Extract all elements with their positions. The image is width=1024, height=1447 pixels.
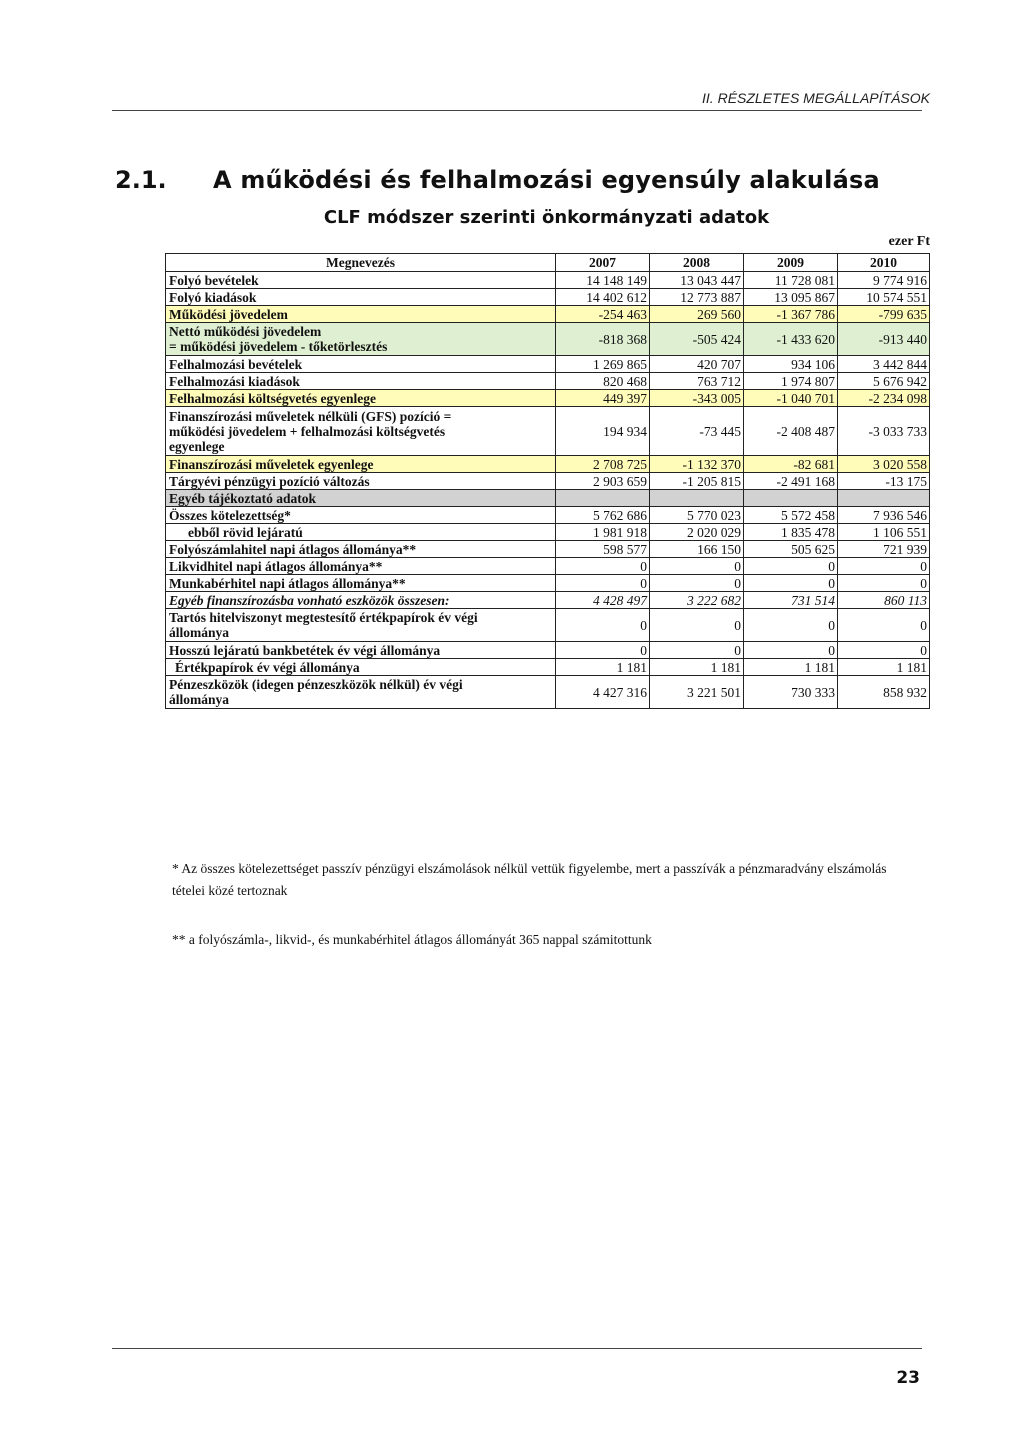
row-label: Folyó bevételek [166,272,556,289]
value-cell: 166 150 [650,541,744,558]
value-cell: 934 106 [744,356,838,373]
value-cell: -13 175 [838,473,930,490]
value-cell: 860 113 [838,592,930,609]
value-cell: -818 368 [556,323,650,356]
value-cell: 5 762 686 [556,507,650,524]
value-cell: 1 181 [744,659,838,676]
value-cell: 1 181 [556,659,650,676]
row-label: Nettó működési jövedelem = működési jövedelem - tőketörlesztés [166,323,556,356]
value-cell: 505 625 [744,541,838,558]
value-cell: 721 939 [838,541,930,558]
value-cell: -1 433 620 [744,323,838,356]
table-header-row [166,254,930,272]
value-cell: 3 222 682 [650,592,744,609]
row-label: Finanszírozási műveletek egyenlege [166,456,556,473]
value-cell: 3 442 844 [838,356,930,373]
value-cell: 0 [744,558,838,575]
value-cell: 1 974 807 [744,373,838,390]
value-cell: 2 903 659 [556,473,650,490]
value-cell: 731 514 [744,592,838,609]
value-cell: 1 981 918 [556,524,650,541]
value-cell: 1 181 [650,659,744,676]
table-row [166,592,930,609]
row-label: Értékpapírok év végi állománya [166,659,556,676]
table-row [166,575,930,592]
table-row [166,490,930,507]
value-cell: 420 707 [650,356,744,373]
row-label: Felhalmozási költségvetés egyenlege [166,390,556,407]
table-row [166,407,930,456]
row-label: Finanszírozási műveletek nélküli (GFS) pozíció = működési jövedelem + felhalmozási költségvetés egyenlege [166,407,556,456]
value-cell: 9 774 916 [838,272,930,289]
value-cell: 0 [556,642,650,659]
header-cell: 2007 [556,254,650,272]
footnote-1: * Az összes kötelezettséget passzív pénzügyi elszámolások nélkül vettük figyelembe, mert a passzívák a pénzmaradvány elszámolás tételei közé tertoznak [172,861,887,898]
footer-rule [112,1348,922,1349]
value-cell: 730 333 [744,676,838,709]
value-cell: 0 [650,642,744,659]
value-cell: 0 [744,642,838,659]
value-cell: 194 934 [556,407,650,456]
table-row [166,541,930,558]
value-cell: 13 095 867 [744,289,838,306]
section-number: 2.1. [115,166,167,194]
row-label: Munkabérhitel napi átlagos állománya** [166,575,556,592]
value-cell: 858 932 [838,676,930,709]
row-label: Működési jövedelem [166,306,556,323]
table-row [166,390,930,407]
header-cell: 2008 [650,254,744,272]
table-row [166,456,930,473]
value-cell: 3 020 558 [838,456,930,473]
value-cell: -799 635 [838,306,930,323]
row-label: Tartós hitelviszonyt megtestesítő értékpapírok év végi állománya [166,609,556,642]
value-cell: -1 132 370 [650,456,744,473]
row-label: Felhalmozási kiadások [166,373,556,390]
row-label: Folyószámlahitel napi átlagos állománya** [166,541,556,558]
table-row [166,558,930,575]
financial-table [165,253,930,709]
table-row [166,289,930,306]
row-label: Pénzeszközök (idegen pénzeszközök nélkül) év végi állománya [166,676,556,709]
table-row [166,659,930,676]
value-cell: -913 440 [838,323,930,356]
value-cell: 820 468 [556,373,650,390]
value-cell: 1 181 [838,659,930,676]
value-cell: -1 040 701 [744,390,838,407]
value-cell: 598 577 [556,541,650,558]
row-label: Tárgyévi pénzügyi pozíció változás [166,473,556,490]
value-cell: -343 005 [650,390,744,407]
header-rule [112,110,922,111]
value-cell: 3 221 501 [650,676,744,709]
value-cell: 269 560 [650,306,744,323]
value-cell: 2 020 029 [650,524,744,541]
value-cell: -254 463 [556,306,650,323]
value-cell: 5 676 942 [838,373,930,390]
value-cell: 0 [838,642,930,659]
value-cell: -2 491 168 [744,473,838,490]
value-cell: -82 681 [744,456,838,473]
value-cell: 0 [556,609,650,642]
value-cell: 10 574 551 [838,289,930,306]
value-cell: 0 [556,558,650,575]
section-title: A működési és felhalmozási egyensúly alakulása [213,166,880,194]
header-cell: Megnevezés [166,254,556,272]
table-row [166,507,930,524]
running-head: II. RÉSZLETES MEGÁLLAPÍTÁSOK [702,90,930,106]
value-cell: 763 712 [650,373,744,390]
value-cell [650,490,744,507]
table-row [166,373,930,390]
row-label: ebből rövid lejáratú [166,524,556,541]
page-number: 23 [896,1368,920,1388]
value-cell: 5 572 458 [744,507,838,524]
table-row [166,609,930,642]
value-cell: -505 424 [650,323,744,356]
value-cell: 0 [650,609,744,642]
value-cell: 449 397 [556,390,650,407]
table-row [166,524,930,541]
row-label: Hosszú lejáratú bankbetétek év végi állománya [166,642,556,659]
table-title: CLF módszer szerinti önkormányzati adatok [323,207,770,228]
value-cell: 14 402 612 [556,289,650,306]
value-cell [744,490,838,507]
value-cell: 0 [650,558,744,575]
table-row [166,473,930,490]
value-cell: -1 205 815 [650,473,744,490]
value-cell [556,490,650,507]
value-cell: 11 728 081 [744,272,838,289]
value-cell: -3 033 733 [838,407,930,456]
row-label: Egyéb tájékoztató adatok [166,490,556,507]
value-cell [838,490,930,507]
header-cell: 2009 [744,254,838,272]
table-row [166,642,930,659]
table-row [166,356,930,373]
value-cell: 0 [650,575,744,592]
value-cell: 5 770 023 [650,507,744,524]
row-label: Egyéb finanszírozásba vonható eszközök összesen: [166,592,556,609]
row-label: Folyó kiadások [166,289,556,306]
table-row [166,323,930,356]
table-row [166,272,930,289]
value-cell: 1 835 478 [744,524,838,541]
value-cell: 0 [744,609,838,642]
value-cell: -2 234 098 [838,390,930,407]
value-cell: 0 [838,609,930,642]
value-cell: -73 445 [650,407,744,456]
value-cell: 4 427 316 [556,676,650,709]
value-cell: 1 269 865 [556,356,650,373]
value-cell: 4 428 497 [556,592,650,609]
value-cell: 7 936 546 [838,507,930,524]
value-cell: -1 367 786 [744,306,838,323]
value-cell: 2 708 725 [556,456,650,473]
value-cell: 13 043 447 [650,272,744,289]
value-cell: 0 [744,575,838,592]
value-cell: 0 [838,558,930,575]
value-cell: 14 148 149 [556,272,650,289]
table-row [166,306,930,323]
row-label: Összes kötelezettség* [166,507,556,524]
table-row [166,676,930,709]
value-cell: 12 773 887 [650,289,744,306]
unit-label: ezer Ft [888,234,930,249]
header-cell: 2010 [838,254,930,272]
value-cell: 0 [556,575,650,592]
value-cell: 1 106 551 [838,524,930,541]
footnote-2: ** a folyószámla-, likvid-, és munkabérhitel átlagos állományát 365 nappal számitottunk [172,932,652,947]
value-cell: -2 408 487 [744,407,838,456]
value-cell: 0 [838,575,930,592]
row-label: Felhalmozási bevételek [166,356,556,373]
row-label: Likvidhitel napi átlagos állománya** [166,558,556,575]
